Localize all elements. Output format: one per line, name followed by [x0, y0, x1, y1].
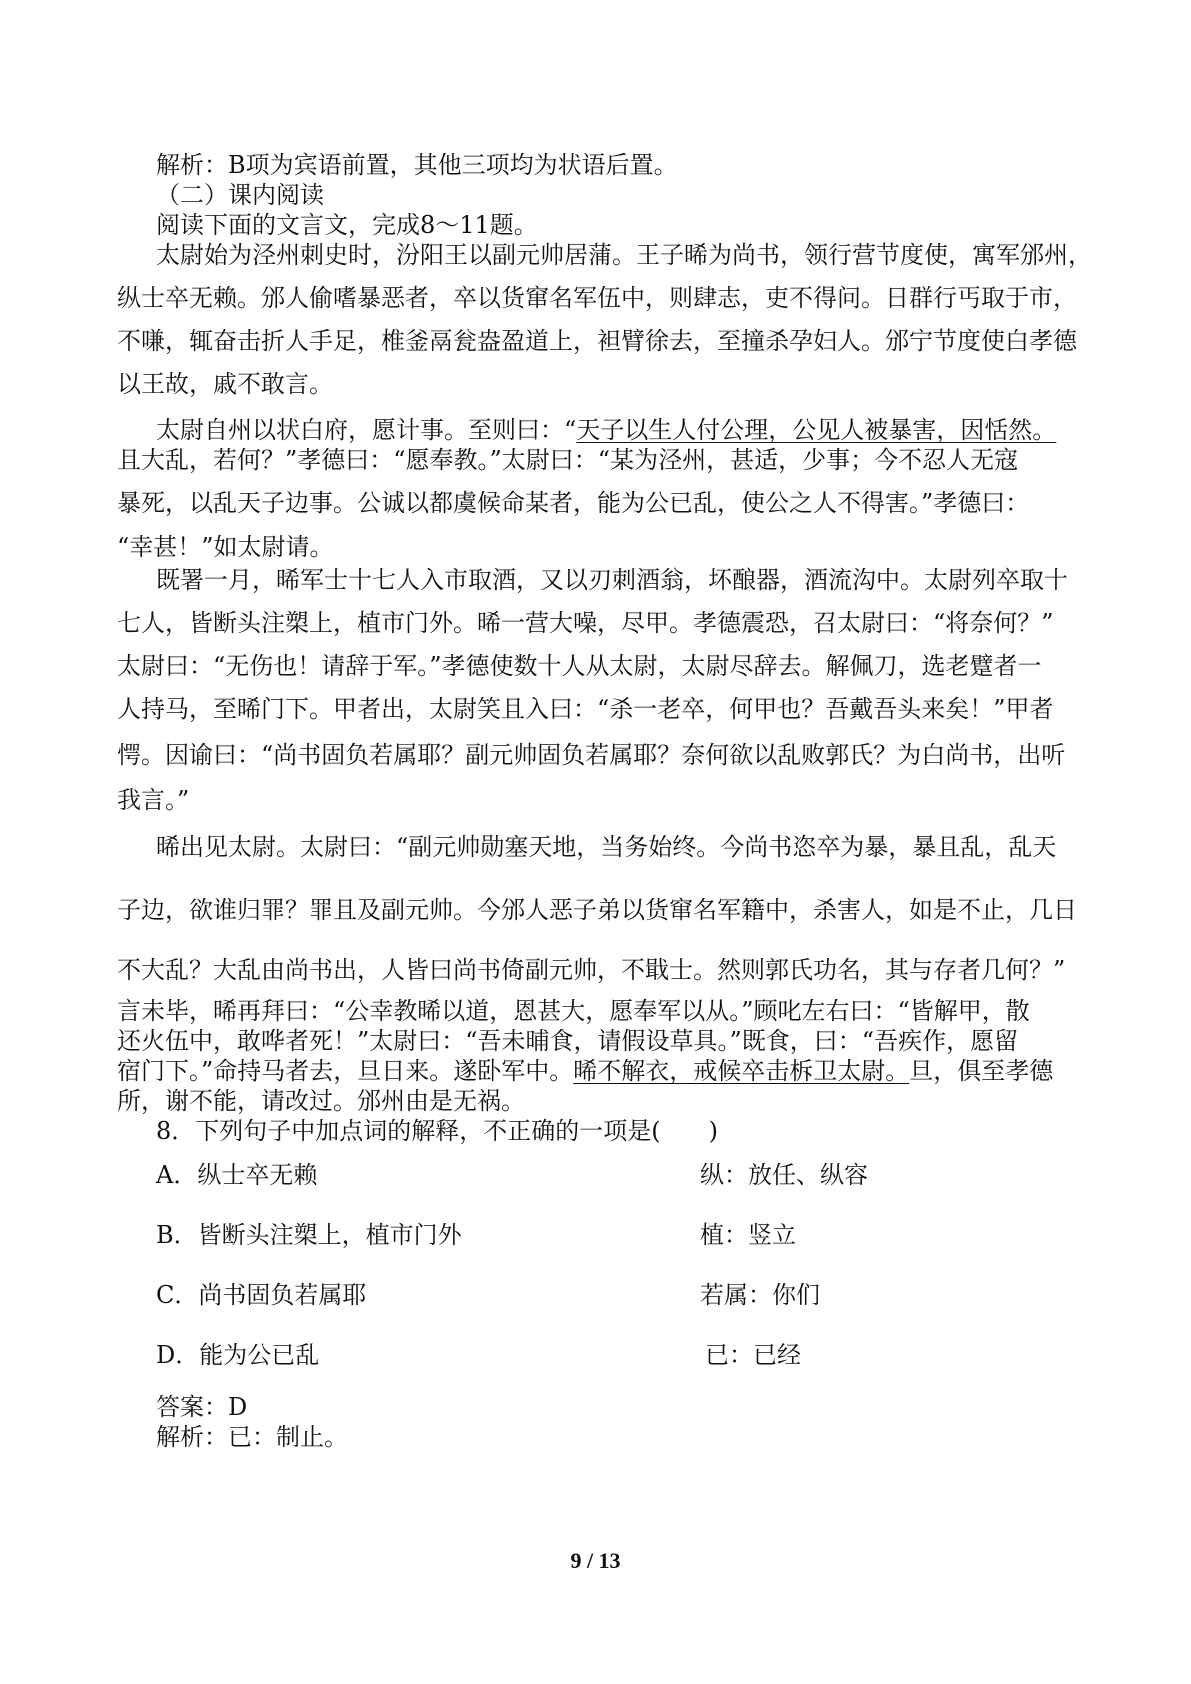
p4-line-1: 晞出见太尉。太尉曰：“副元帅勋塞天地，当务始终。今尚书恣卒为暴，暴且乱，乱天 — [156, 833, 1057, 861]
option-c-gloss: 若属：你们 — [700, 1281, 820, 1309]
p4-line-5: 还火伍中，敢哗者死！”太尉曰：“吾未晡食，请假设草具。”既食，曰：“吾疾作，愿留 — [117, 1027, 1019, 1055]
p4-line-6-text-a: 宿门下。”命持马者去，旦日来。遂卧军中。 — [117, 1057, 574, 1085]
instruction: 阅读下面的文言文，完成8～11题。 — [156, 211, 538, 239]
p2-line-1 — [156, 415, 1056, 445]
option-b-text: B．皆断头注槊上，植市门外 — [156, 1221, 462, 1249]
analysis-previous: 解析：B项为宾语前置，其他三项均为状语后置。 — [156, 151, 678, 179]
p4-line-4: 言未毕，晞再拜曰：“公幸教晞以道，恩甚大，愿奉军以从。”顾叱左右曰：“皆解甲，散 — [117, 997, 1030, 1025]
answer: 答案：D — [156, 1393, 248, 1421]
p2-line-3: 暴死，以乱天子边事。公诚以都虞候命某者，能为公已乱，使公之人不得害。”孝德曰： — [117, 489, 1030, 517]
p1-line-1: 太尉始为泾州刺史时，汾阳王以副元帅居蒲。王子晞为尚书，领行营节度使，寓军邠州， — [156, 241, 1092, 269]
option-b-gloss: 植：竖立 — [700, 1221, 796, 1249]
option-c-text: C．尚书固负若属耶 — [156, 1281, 367, 1309]
p2-line-2: 且大乱，若何？”孝德曰：“愿奉教。”太尉曰：“某为泾州，甚适，少事；今不忍人无寇 — [117, 446, 1019, 474]
p4-line-6 — [117, 1056, 1053, 1086]
p3-line-6: 我言。” — [117, 786, 190, 814]
p1-line-2: 纵士卒无赖。邠人偷嗜暴恶者，卒以货窜名军伍中，则肆志，吏不得问。日群行丐取于市， — [117, 284, 1077, 312]
p1-line-4: 以王故，戚不敢言。 — [117, 370, 333, 398]
p2-line-4: “幸甚！”如太尉请。 — [117, 533, 334, 561]
p3-line-2: 七人，皆断头注槊上，植市门外。晞一营大噪，尽甲。孝德震恐，召太尉曰：“将奈何？” — [117, 609, 1054, 637]
p3-line-4: 人持马，至晞门下。甲者出，太尉笑且入曰：“杀一老卒，何甲也？吾戴吾头来矣！”甲者 — [117, 695, 1054, 723]
option-a-text: A．纵士卒无赖 — [156, 1161, 318, 1189]
option-d-gloss: 已：已经 — [705, 1341, 801, 1369]
p4-line-7: 所，谢不能，请改过。邠州由是无祸。 — [117, 1087, 525, 1115]
option-a-gloss: 纵：放任、纵容 — [700, 1161, 868, 1189]
p3-line-1: 既署一月，晞军士十七人入市取酒，又以刃刺酒翁，坏酿器，酒流沟中。太尉列卒取十 — [156, 566, 1068, 594]
p4-line-3: 不大乱？大乱由尚书出，人皆曰尚书倚副元帅，不戢士。然则郭氏功名，其与存者几何？” — [117, 956, 1066, 984]
p4-line-2: 子边，欲谁归罪？罪且及副元帅。今邠人恶子弟以货窜名军籍中，杀害人，如是不止，几日 — [117, 896, 1077, 924]
option-d-text: D．能为公已乱 — [156, 1341, 320, 1369]
underlined-sentence-2: 晞不解衣，戒候卒击柝卫太尉。 — [573, 1057, 910, 1085]
p3-line-3: 太尉曰：“无伤也！请辞于军。”孝德使数十人从太尉，太尉尽辞去。解佩刀，选老躄者一 — [117, 652, 1042, 680]
section-heading: （二）课内阅读 — [156, 181, 324, 209]
underlined-sentence-1: 天子以生人付公理，公见人被暴害，因恬然。 — [576, 416, 1057, 444]
p1-line-3: 不嗛，辄奋击折人手足，椎釜鬲瓮盎盈道上，袒臂徐去，至撞杀孕妇人。邠宁节度使白孝德 — [117, 327, 1077, 355]
page-number: 9 / 13 — [570, 1548, 621, 1573]
p4-line-6-text-b: 旦，俱至孝德 — [909, 1057, 1054, 1085]
p2-line-1-text: 太尉自州以状白府，愿计事。至则曰：“ — [156, 416, 577, 444]
p3-line-5: 愕。因谕曰：“尚书固负若属耶？副元帅固负若属耶？奈何欲以乱败郭氏？为白尚书，出听 — [117, 741, 1066, 769]
analysis: 解析：已：制止。 — [156, 1423, 348, 1451]
question-8: 8．下列句子中加点词的解释，不正确的一项是( ) — [156, 1117, 718, 1145]
